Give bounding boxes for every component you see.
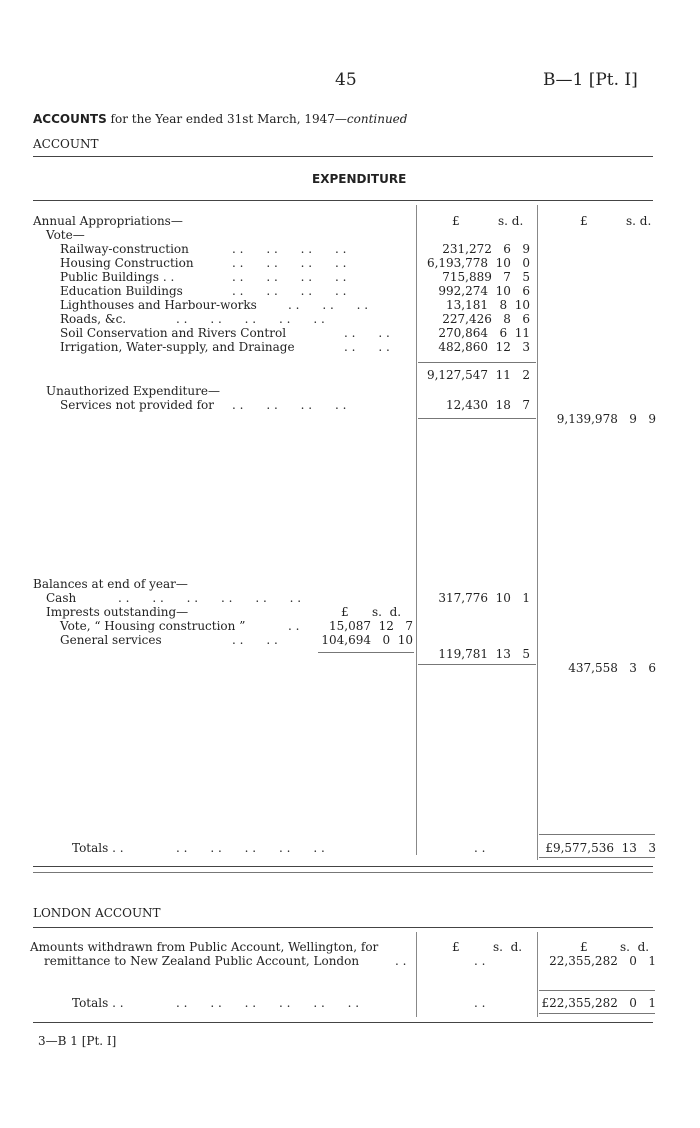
vote-row-dots: . . . . . . . .	[232, 284, 347, 298]
rule-london-top	[33, 927, 653, 928]
vote-row-amount: 13,181 8 10	[446, 298, 530, 312]
london-divider-2	[537, 932, 538, 1017]
vote-label: Vote—	[46, 228, 85, 242]
rule-under-heading	[33, 200, 653, 201]
services-amount: 12,430 18 7	[446, 398, 530, 412]
rule-section-end-2	[33, 872, 653, 873]
vote-row-label: Soil Conservation and Rivers Control	[60, 326, 287, 340]
vote-row-label: Railway-construction	[60, 242, 189, 256]
imprest-vote-amount: 15,087 12 7	[329, 619, 413, 633]
vote-row-dots: . . . .	[344, 326, 390, 340]
document-title	[33, 112, 407, 126]
london-amount: 22,355,282 0 1	[549, 954, 656, 968]
vote-row-dots: . . . .	[344, 340, 390, 354]
london-line-2: remittance to New Zealand Public Account, London	[44, 954, 360, 968]
cash-amount: 317,776 10 1	[438, 591, 530, 605]
vote-row-amount: 482,860 12 3	[438, 340, 530, 354]
imprest-general-label: General services	[60, 633, 162, 647]
balances-label: Balances at end of year—	[33, 577, 188, 591]
services-label: Services not provided for	[60, 398, 215, 412]
col-sd-header: s. d.	[498, 214, 524, 228]
vote-row-label: Housing Construction	[60, 256, 194, 270]
vote-row-dots: . . . . . . . . . .	[176, 312, 325, 326]
title-rest: for the Year ended 31st March, 1947—	[110, 112, 347, 126]
totals-mid-dots: . .	[474, 841, 486, 855]
london-col-sd: s. d.	[493, 940, 523, 954]
london-line-1: Amounts withdrawn from Public Account, Wellington, for	[30, 940, 379, 954]
title-italic: continued	[346, 112, 408, 126]
vote-row-amount: 715,889 7 5	[442, 270, 530, 284]
london-divider-1	[416, 932, 417, 1017]
cash-dots: . . . . . . . . . . . .	[118, 591, 302, 605]
london-totals-mid-dots: . .	[474, 996, 486, 1010]
vote-row-amount: 6,193,778 10 0	[426, 256, 530, 270]
london-col-pounds: £	[452, 940, 460, 954]
vote-row-amount: 270,864 6 11	[438, 326, 530, 340]
imprests-label: Imprests outstanding—	[46, 605, 189, 619]
document-code: B—1 [Pt. I]	[543, 70, 638, 90]
balances-total: 437,558 3 6	[568, 661, 656, 675]
rule-grand-total-bottom	[539, 857, 655, 858]
rule-section-end	[33, 866, 653, 867]
rule-london-total-bottom	[539, 1013, 655, 1014]
rule-page-bottom	[33, 1022, 653, 1023]
london-mid-dots: . .	[474, 954, 486, 968]
column-divider-2	[537, 205, 538, 860]
imprest-vote-dots: . .	[288, 619, 300, 633]
london-col2-pounds: £	[580, 940, 588, 954]
column-divider-1	[416, 205, 417, 855]
rule-votes-subtotal	[418, 362, 536, 363]
imprest-general-dots: . . . .	[232, 633, 278, 647]
imprest-vote-label: Vote, “ Housing construction ”	[60, 619, 246, 633]
services-dots: . . . . . . . .	[232, 398, 347, 412]
rule-services	[418, 418, 536, 419]
col2-pounds-header: £	[580, 214, 588, 228]
account-subtitle: ACCOUNT	[33, 137, 99, 151]
vote-row-label: Public Buildings . .	[60, 270, 175, 284]
rule-balances	[418, 664, 536, 665]
col-pounds-header: £	[452, 214, 460, 228]
vote-row-amount: 992,274 10 6	[438, 284, 530, 298]
vote-row-amount: 231,272 6 9	[442, 242, 530, 256]
london-total: £22,355,282 0 1	[541, 996, 656, 1010]
imprests-total: 119,781 13 5	[438, 647, 530, 661]
imprest-pounds-header: £	[341, 605, 349, 619]
london-col2-sd: s. d.	[620, 940, 650, 954]
rule-grand-total-top	[539, 834, 655, 835]
col2-sd-header: s. d.	[626, 214, 652, 228]
vote-row-dots: . . . . . . . .	[232, 242, 347, 256]
expenditure-heading: EXPENDITURE	[312, 172, 407, 186]
vote-row-dots: . . . . . .	[288, 298, 369, 312]
footer-signature: 3—B 1 [Pt. I]	[38, 1034, 117, 1048]
annual-appropriations-label: Annual Appropriations—	[33, 214, 183, 228]
vote-row-amount: 227,426 8 6	[442, 312, 530, 326]
vote-row-dots: . . . . . . . .	[232, 256, 347, 270]
vote-row-label: Roads, &c.	[60, 312, 127, 326]
london-totals-label: Totals . .	[72, 996, 124, 1010]
imprest-general-amount: 104,694 0 10	[321, 633, 413, 647]
rule-london-total-top	[539, 990, 655, 991]
vote-row-label: Education Buildings	[60, 284, 183, 298]
grand-total: £9,577,536 13 3	[545, 841, 656, 855]
imprest-sd-header: s. d.	[372, 605, 402, 619]
cash-label: Cash	[46, 591, 77, 605]
vote-row-dots: . . . . . . . .	[232, 270, 347, 284]
rule-top	[33, 156, 653, 157]
unauthorized-label: Unauthorized Expenditure—	[46, 384, 220, 398]
vote-row-label: Lighthouses and Harbour-works	[60, 298, 257, 312]
vote-row-label: Irrigation, Water-supply, and Drainage	[60, 340, 295, 354]
london-line-2-dots: . .	[395, 954, 407, 968]
london-heading: LONDON ACCOUNT	[33, 906, 161, 920]
totals-dots: . . . . . . . . . .	[176, 841, 325, 855]
appropriations-total: 9,139,978 9 9	[556, 412, 656, 426]
totals-label: Totals . .	[72, 841, 124, 855]
rule-imprests	[318, 652, 414, 653]
title-bold: ACCOUNTS	[33, 112, 107, 126]
page-number: 45	[335, 70, 357, 90]
votes-subtotal: 9,127,547 11 2	[426, 368, 530, 382]
london-totals-dots: . . . . . . . . . . . .	[176, 996, 360, 1010]
